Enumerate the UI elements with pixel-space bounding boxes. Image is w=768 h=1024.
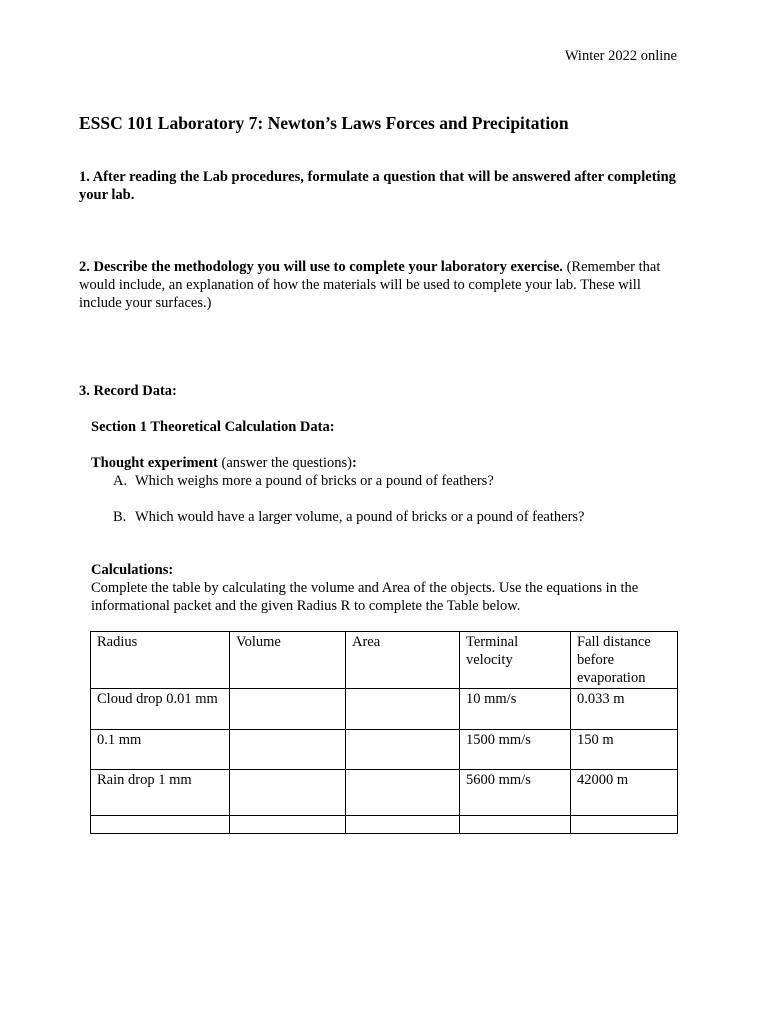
table-cell: Rain drop 1 mm <box>91 770 230 816</box>
table-header-row <box>91 632 678 689</box>
table-cell: Cloud drop 0.01 mm <box>91 689 230 730</box>
question-1: 1. After reading the Lab procedures, formulate a question that will be answered after completing your lab. <box>79 169 676 203</box>
section-1-title: Section 1 Theoretical Calculation Data: <box>91 419 335 435</box>
list-marker: A. <box>113 473 128 489</box>
table-cell: 10 mm/s <box>460 689 571 730</box>
thought-experiment-paren: (answer the questions) <box>217 455 352 471</box>
table-row <box>91 689 678 730</box>
table-cell[interactable] <box>346 730 460 770</box>
table-cell[interactable] <box>460 816 571 834</box>
list-marker: B. <box>113 509 127 525</box>
table-row <box>91 770 678 816</box>
table-cell[interactable] <box>346 689 460 730</box>
data-table <box>90 631 678 834</box>
table-cell[interactable] <box>230 770 346 816</box>
thought-item-b <box>113 508 585 526</box>
header-fall-distance: Fall distance before evaporation <box>571 632 678 689</box>
table-cell: 42000 m <box>571 770 678 816</box>
table-cell[interactable] <box>230 730 346 770</box>
thought-experiment-heading <box>91 454 357 472</box>
list-item-text: Which would have a larger volume, a pound of bricks or a pound of feathers? <box>135 509 585 525</box>
table-cell: 5600 mm/s <box>460 770 571 816</box>
table-cell: 0.1 mm <box>91 730 230 770</box>
header-area: Area <box>346 632 460 689</box>
thought-experiment-label: Thought experiment <box>91 455 218 471</box>
table-cell: 1500 mm/s <box>460 730 571 770</box>
table-cell[interactable] <box>230 816 346 834</box>
header-radius: Radius <box>91 632 230 689</box>
calculations-instructions: Complete the table by calculating the volume and Area of the objects. Use the equations in the informational packet and the given Radius R to complete the Table below. <box>91 580 639 614</box>
question-3: 3. Record Data: <box>79 383 177 399</box>
question-2 <box>79 258 679 312</box>
table-row <box>91 730 678 770</box>
table-cell[interactable] <box>230 689 346 730</box>
header-terminal-velocity: Terminal velocity <box>460 632 571 689</box>
header-volume: Volume <box>230 632 346 689</box>
table-cell: 0.033 m <box>571 689 678 730</box>
document-title: ESSC 101 Laboratory 7: Newton’s Laws Forces and Precipitation <box>79 113 569 133</box>
table-cell[interactable] <box>91 816 230 834</box>
table-cell[interactable] <box>346 770 460 816</box>
question-2-note: (Remember that would include, an explanation of how the materials will be used to complete your lab. These will include your surfaces.) <box>79 259 661 311</box>
question-2-prompt: 2. Describe the methodology you will use to complete your laboratory exercise. <box>79 259 563 275</box>
table-row <box>91 816 678 834</box>
table-cell[interactable] <box>346 816 460 834</box>
thought-item-a <box>113 472 494 490</box>
thought-experiment-colon: : <box>351 455 357 471</box>
header-term: Winter 2022 online <box>564 48 677 64</box>
table-cell: 150 m <box>571 730 678 770</box>
calculations-heading: Calculations: <box>91 562 174 578</box>
table-cell[interactable] <box>571 816 678 834</box>
list-item-text: Which weighs more a pound of bricks or a pound of feathers? <box>135 473 494 489</box>
